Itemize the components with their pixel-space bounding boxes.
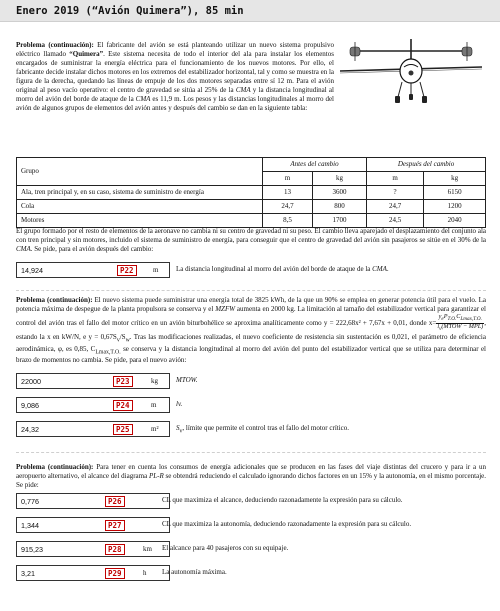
answer-box-p28[interactable] [16, 541, 170, 557]
cell: 24,7 [367, 199, 424, 213]
text: , límite que permite el control tras el fallo del motor crítico. [182, 424, 350, 432]
section-divider [16, 452, 486, 453]
answer-value[interactable]: 3,21 [21, 569, 35, 578]
unit-header: m [367, 171, 424, 185]
answer-box-p24[interactable] [16, 397, 170, 413]
answer-tag: P26 [105, 496, 125, 507]
weights-table [16, 157, 486, 228]
answer-box-p27[interactable] [16, 517, 170, 533]
cma-term: CMA [16, 244, 31, 253]
answer-value[interactable]: 24,32 [21, 425, 39, 434]
unit-header: kg [312, 171, 366, 185]
answer-unit: m [153, 266, 159, 274]
unit-header: kg [424, 171, 486, 185]
cell: 6150 [424, 185, 486, 199]
problem-paragraph-1 [16, 41, 334, 113]
text: El nuevo sistema puede suministrar una energía total de 3825 kWh, de la que un 90% se emplea en generar potencia útil para el vuelo. La potencia máxima de despegue de la planta propulsora se conserva y el [16, 296, 486, 313]
problem-paragraph-2 [16, 227, 486, 254]
text: aumenta en 2000 kg. La limitación al tamaño del estabilizador vertical para garantizar el control del avión tras el fallo del motor crítico en un avión biturbohélice se aproxima analíticamente como y = 222,68x² + 7,67x + 0,01, donde x= [16, 304, 486, 327]
table-row [17, 185, 486, 199]
answer-box-p29[interactable] [16, 565, 170, 581]
page-title: Enero 2019 (“Avión Quimera”), 85 min [16, 5, 244, 17]
formula-fraction: $\frac{y_eP_{T.O.}C_{Lmax,T.O.}}{l_v(MTOW - MPL)}$ [437, 312, 484, 333]
answer-box-p26[interactable] [16, 493, 170, 509]
cell: ? [367, 185, 424, 199]
answer-description [176, 265, 389, 274]
section-divider [16, 290, 486, 291]
answer-description: El alcance para 40 pasajeros con su equipaje. [162, 544, 289, 552]
text: se obtendrá reduciendo el calculado ignorando dichos factores en un 15% y la autonomía, en el mismo porcentaje. Se pide: [16, 471, 486, 489]
problem-lead: Problema (continuación): [16, 296, 93, 304]
answer-value[interactable]: 1,344 [21, 521, 39, 530]
answer-tag: P24 [113, 400, 133, 411]
answer-value[interactable]: 22000 [21, 377, 41, 386]
answer-box-p22[interactable] [16, 262, 170, 278]
answer-tag: P22 [117, 265, 137, 276]
text: . [386, 265, 389, 273]
table-row [17, 199, 486, 213]
cell: 8,5 [263, 213, 313, 227]
text: Para tener en cuenta los consumos de energía adicionales que se producen en las fases del viaje distintas del crucero y para ir a un aeropuerto alternativo, el alcance del diagrama [16, 463, 486, 480]
cell: 2040 [424, 213, 486, 227]
problem-paragraph-3: Problema (continuación): El nuevo sistema puede suministrar una energía total de 3825 kWh, de la que un 90% se emplea en generar potencia útil para el vuelo. La potencia máxima de despegue de la planta propulsora se conserva y el MZFW aumenta en 2000 kg. La limitación al tamaño del estabilizador vertical para garantizar el control del avión tras el fallo del motor crítico en un avión biturbohélice se aproxima analíticamente como y = 222,68x² + 7,67x + 0,01, donde x= $\frac{y_eP_{T.O.}C_{Lmax,T.O.}}{l_v(MTOW - MPL)}$ , estando la x en kW/N, e $y = 0,67S_v/S_w$. Tras las modificaciones realizadas, el nuevo coeficiente de resistencia sin sustentación es 0,021, el parámetro de eficiencia aerodinámica, φ, es 0,85, $C_{Lmax,T.O.}$ se conserva y la distancia longitudinal al morro del avión del punto del estabilizador vertical que se utiliza para determinar el brazo de momentos no cambia. Se pide, para el nuevo avión: [16, 296, 486, 365]
table-header-group: Grupo [17, 158, 263, 186]
cell: 24,7 [263, 199, 313, 213]
cell: 13 [263, 185, 313, 199]
cell: 24,5 [367, 213, 424, 227]
answer-description: MTOW. [176, 376, 198, 384]
answer-tag: P23 [113, 376, 133, 387]
answer-unit: m [151, 401, 157, 409]
answer-description: lv. [176, 400, 183, 408]
cell: 1700 [312, 213, 366, 227]
text: es 11,9 m. Los pesos y las distancias longitudinales al morro del avión de algunos grupos de elementos del avión antes y después del cambio se dan en la siguiente tabla: [16, 94, 334, 112]
plr-term: PL-R [148, 471, 164, 480]
table-header-after: Después del cambio [367, 158, 486, 172]
answer-description: CL que maximiza la autonomía, deduciendo razonadamente la expresión para su cálculo. [162, 520, 412, 528]
text: /S [119, 332, 126, 341]
text: y la distancia longitudinal al morro del avión del borde de ataque de la [16, 85, 334, 103]
answer-box-p23[interactable] [16, 373, 170, 389]
cell: 3600 [312, 185, 366, 199]
answer-unit: m² [151, 425, 159, 433]
answer-description: La autonomía máxima. [162, 568, 227, 576]
text: El fabricante del avión se está planteando utilizar un nuevo sistema propulsivo eléctrico llamado [16, 41, 334, 58]
answer-tag: P27 [105, 520, 125, 531]
mzfw-term: MZFW [215, 304, 236, 313]
cell: 1200 [424, 199, 486, 213]
cma-term: CMA [372, 265, 387, 273]
answer-tag: P28 [105, 544, 125, 555]
cell: 800 [312, 199, 366, 213]
text: . Tras las modificaciones realizadas, el nuevo coeficiente de resistencia sin sustentación es 0,021, el parámetro de eficiencia aerodinámica, φ, es 0,85, C [16, 332, 486, 353]
problem-paragraph-4 [16, 463, 486, 490]
cell-group: Cola [17, 199, 263, 213]
text: El grupo formado por el resto de elementos de la aeronave no cambia ni su centro de gravedad ni su peso. El cambio lleva aparejado el desplazamiento del conjunto ala con tren principal y sin motores, incluido el sistema de suministro de energía, para conseguir que el centro de gravedad del avión sin pasajeros se sitúe en el 30% de la [16, 227, 486, 244]
answer-tag: P25 [113, 424, 133, 435]
answer-box-p25[interactable] [16, 421, 170, 437]
answer-description: CL que maximiza el alcance, deduciendo razonadamente la expresión para su cálculo. [162, 496, 403, 504]
text: , estando la x en kW/N, e y = 0,67S [16, 318, 486, 341]
quimera-name: “Quimera” [69, 49, 104, 58]
text: se conserva y la distancia longitudinal al morro del avión del punto del estabilizador vertical que se utiliza para determinar el brazo de momentos no cambia. Se pide, para el nuevo avión: [16, 344, 486, 365]
answer-unit: kg [151, 377, 158, 385]
answer-description: $S_v$, límite que permite el control tras el fallo del motor crítico. [176, 424, 350, 435]
text: . Se pide, para el avión después del cambio: [30, 244, 154, 253]
answer-unit: km [143, 545, 152, 553]
answer-value[interactable]: 14,924 [21, 266, 43, 275]
unit-header: m [263, 171, 313, 185]
table-row [17, 213, 486, 227]
page-header [0, 0, 500, 22]
problem-lead: Problema (continuación): [16, 463, 94, 471]
cell-group: Ala, tren principal y, en su caso, sistema de suministro de energía [17, 185, 263, 199]
cell-group: Motores [17, 213, 263, 227]
text: . Este sistema necesita de todo el interior del ala para instalar los elementos encargados de suministrar la energía eléctrica para el funcionamiento de los nuevos motores. Por ello, el fabricante decide instalar dichos motores en los extremos del estabilizador horizontal, tal y como se muestra en la figura de la derecha, quedando las líneas de empuje de los dos motores separadas entre sí 12 m. Para el avión original al peso vacío operativo: el centro de gravedad se sitúa al 25% de la [16, 49, 335, 94]
answer-unit: h [143, 569, 147, 577]
answer-value[interactable]: 9,086 [21, 401, 39, 410]
cma-term: CMA [235, 85, 251, 94]
answer-value[interactable]: 0,776 [21, 497, 39, 506]
cma-term: CMA [135, 94, 151, 103]
aircraft-front-view-icon [336, 37, 486, 107]
answer-tag: P29 [105, 568, 125, 579]
text: La distancia longitudinal al morro del avión del borde de ataque de la [176, 265, 373, 273]
answer-value[interactable]: 915,23 [21, 545, 43, 554]
problem-lead: Problema (continuación): [16, 41, 94, 49]
text: S [176, 424, 180, 432]
table-header-before: Antes del cambio [263, 158, 367, 172]
